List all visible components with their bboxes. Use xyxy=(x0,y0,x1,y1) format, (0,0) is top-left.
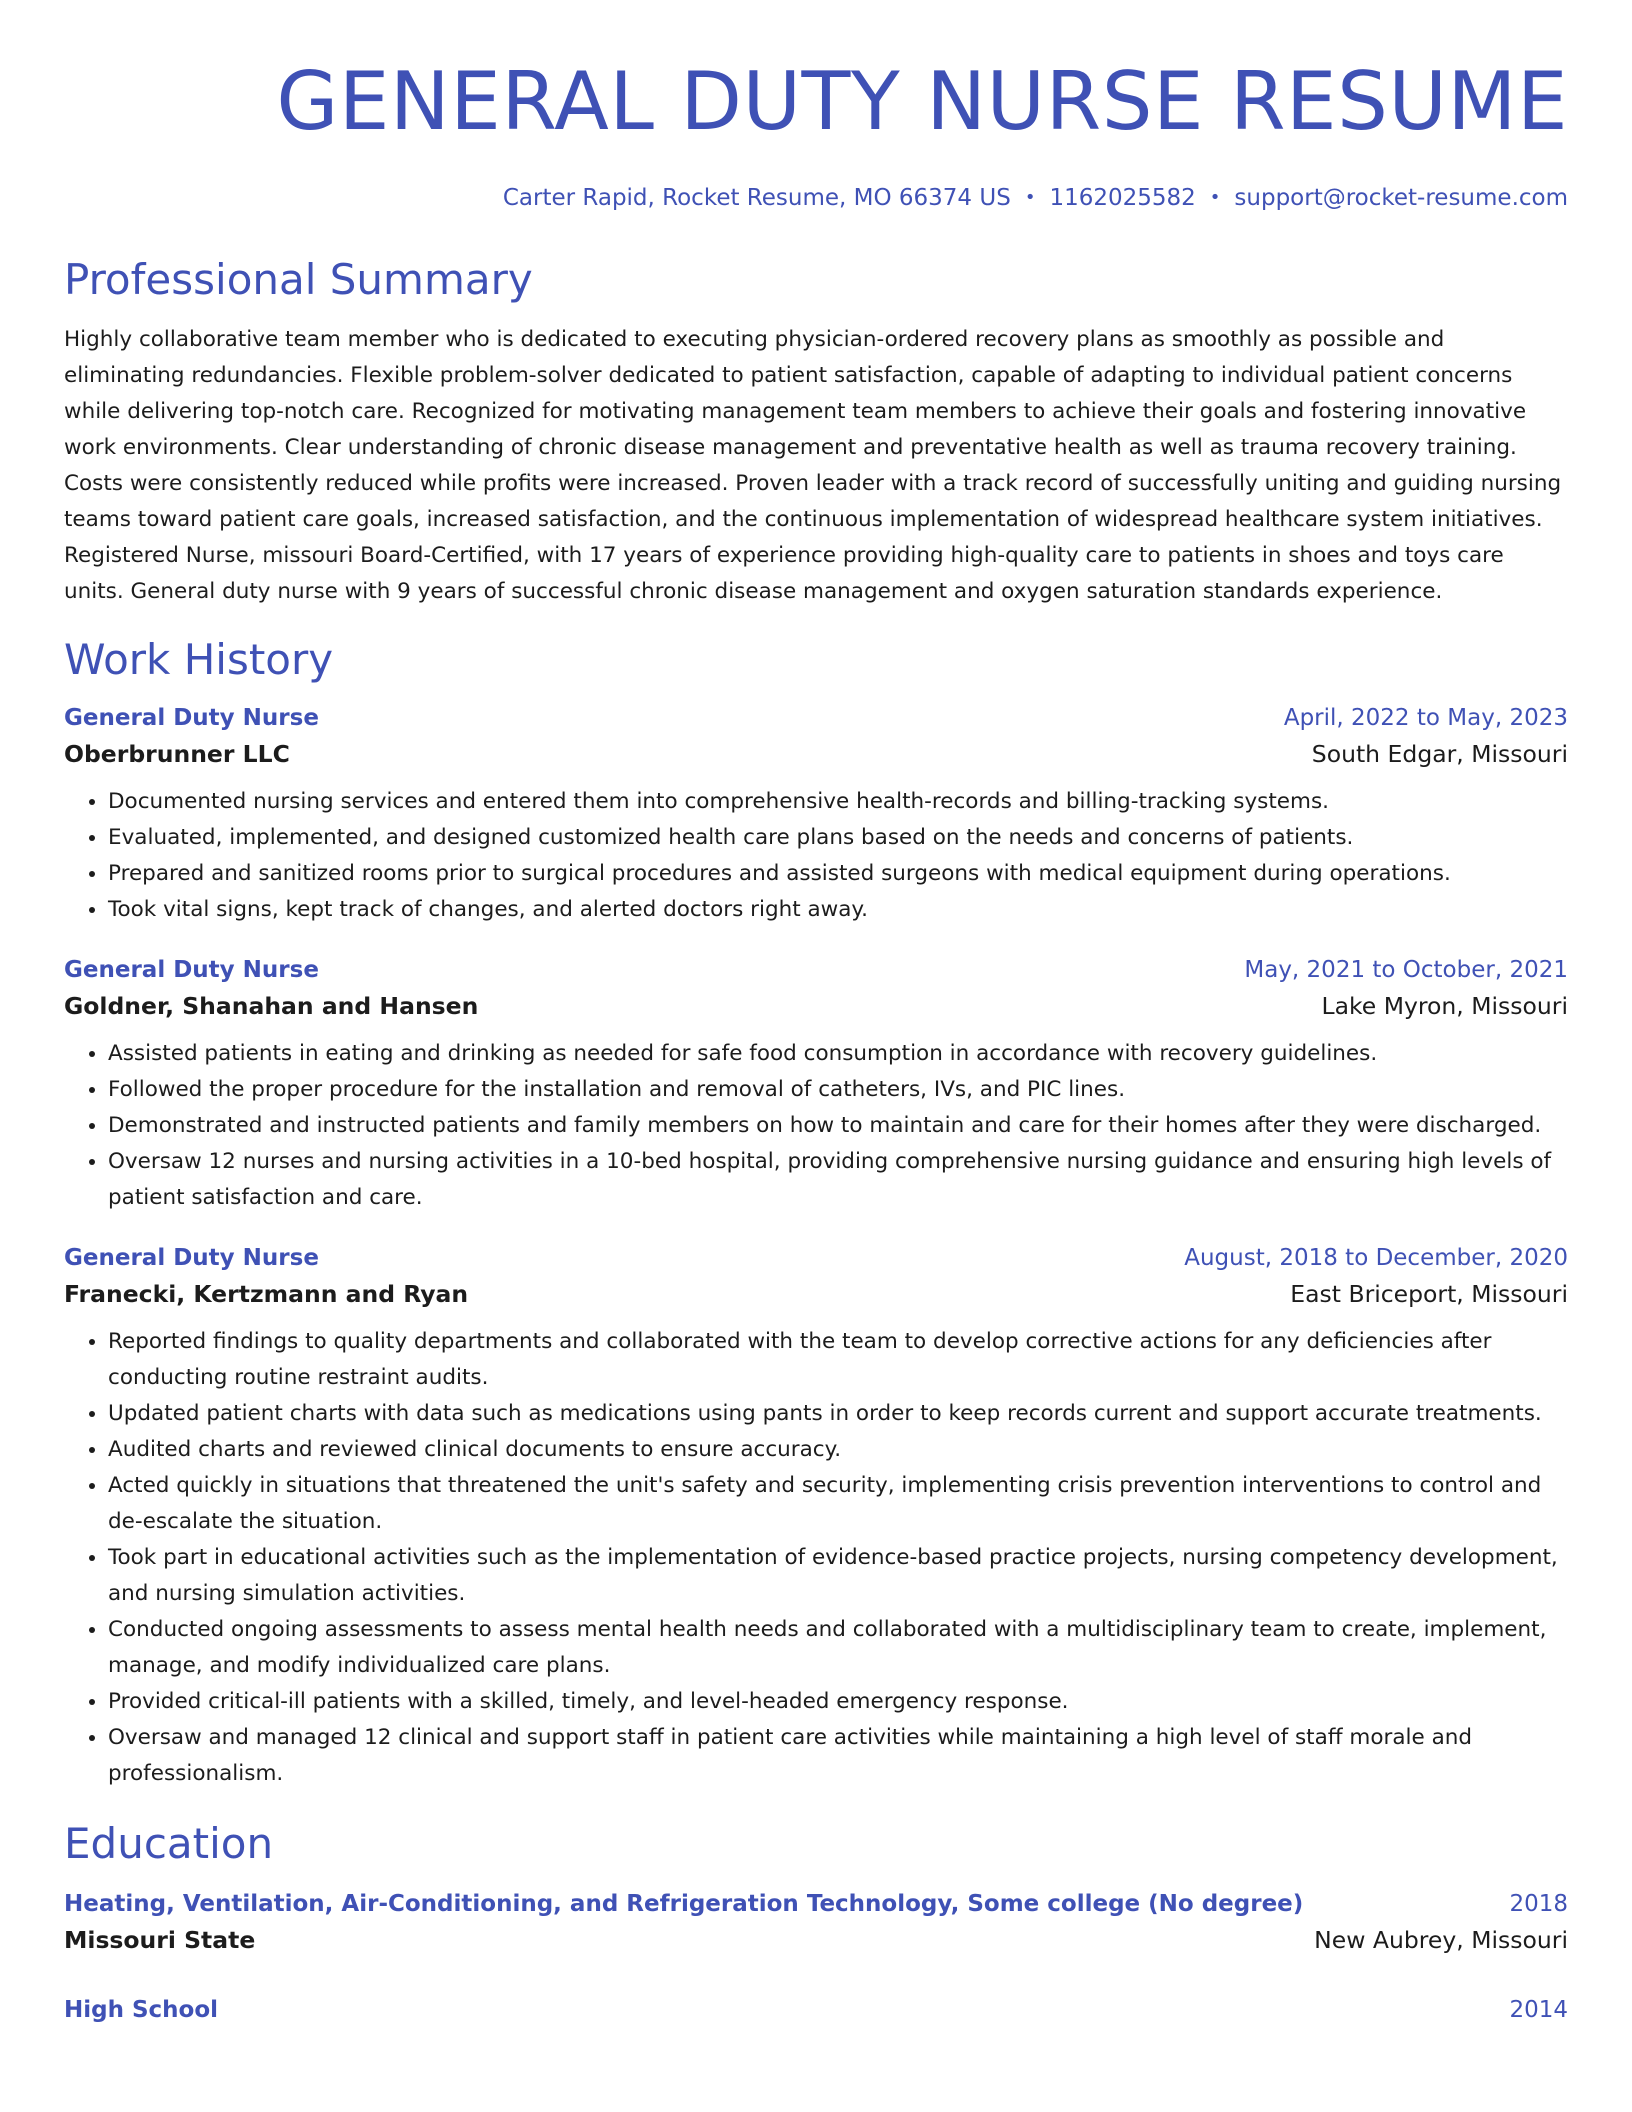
job-bullet: • Acted quickly in situations that threatened the unit's safety and security, implementing crisis prevention interventions to control and de-escalate the situation. xyxy=(108,1468,1568,1540)
resume-title: GENERAL DUTY NURSE RESUME xyxy=(276,55,1568,148)
job-location: South Edgar, Missouri xyxy=(1311,740,1568,768)
job-bullet: • Assisted patients in eating and drinking as needed for safe food consumption in accordance with recovery guidelines. xyxy=(108,1036,1568,1072)
job-dates: May, 2021 to October, 2021 xyxy=(1244,957,1568,983)
job-bullet: • Updated patient charts with data such as medications using pants in order to keep records current and support accurate treatments. xyxy=(108,1396,1568,1432)
job-bullet: • Took vital signs, kept track of changes, and alerted doctors right away. xyxy=(108,892,1568,928)
job-bullet: • Audited charts and reviewed clinical documents to ensure accuracy. xyxy=(108,1432,1568,1468)
summary-heading: Professional Summary xyxy=(64,255,533,304)
job-bullets xyxy=(64,1324,1568,1792)
contact-phone: 1162025582 xyxy=(1049,185,1196,211)
education-degree: High School xyxy=(64,1997,219,2023)
education-location: New Aubrey, Missouri xyxy=(1314,1926,1568,1954)
job-employer: Goldner, Shanahan and Hansen xyxy=(64,992,479,1020)
education-entry xyxy=(64,1888,1568,1960)
work-history-heading: Work History xyxy=(64,635,334,684)
job-employer: Oberbrunner LLC xyxy=(64,740,290,768)
job-bullet: • Conducted ongoing assessments to assess mental health needs and collaborated with a multidisciplinary team to create, implement, manage, and modify individualized care plans. xyxy=(108,1612,1568,1684)
contact-separator: • xyxy=(1209,187,1221,208)
education-school: Missouri State xyxy=(64,1926,256,1954)
job-entry xyxy=(64,1242,1568,1792)
summary-text: Highly collaborative team member who is dedicated to executing physician-ordered recovery plans as smoothly as possible and eliminating redundancies. Flexible problem-solver dedicated to patient satisfaction, capable of adapting to individual patient concerns while delivering top-notch care. Recognized for motivating management team members to achieve their goals and fostering innovative work environments. Clear understanding of chronic disease management and preventative health as well as trauma recovery training. Costs were consistently reduced while profits were increased. Proven leader with a track record of successfully uniting and guiding nursing teams toward patient care goals, increased satisfaction, and the continuous implementation of widespread healthcare system initiatives. Registered Nurse, missouri Board-Certified, with 17 years of experience providing high-quality care to patients in shoes and toys care units. General duty nurse with 9 years of successful chronic disease management and oxygen saturation standards experience. xyxy=(64,327,1562,604)
contact-email: support@rocket-resume.com xyxy=(1234,185,1568,211)
job-bullet: • Reported findings to quality departments and collaborated with the team to develop corrective actions for any deficiencies after conducting routine restraint audits. xyxy=(108,1324,1568,1396)
education-heading: Education xyxy=(64,1819,274,1868)
contact-line xyxy=(64,182,1568,216)
education-degree: Heating, Ventilation, Air-Conditioning, and Refrigeration Technology, Some college (No degree) xyxy=(64,1891,1304,1917)
job-role: General Duty Nurse xyxy=(64,705,319,731)
job-bullet: • Took part in educational activities such as the implementation of evidence-based practice projects, nursing competency development, and nursing simulation activities. xyxy=(108,1540,1568,1612)
education-year: 2014 xyxy=(1509,1997,1568,2023)
job-bullet: • Evaluated, implemented, and designed customized health care plans based on the needs and concerns of patients. xyxy=(108,820,1568,856)
job-bullet: • Prepared and sanitized rooms prior to surgical procedures and assisted surgeons with medical equipment during operations. xyxy=(108,856,1568,892)
job-location: Lake Myron, Missouri xyxy=(1321,992,1568,1020)
job-dates: August, 2018 to December, 2020 xyxy=(1184,1245,1568,1271)
job-bullet: • Demonstrated and instructed patients and family members on how to maintain and care for their homes after they were discharged. xyxy=(108,1108,1568,1144)
job-role: General Duty Nurse xyxy=(64,1245,319,1271)
job-location: East Briceport, Missouri xyxy=(1290,1280,1568,1308)
job-bullet: • Documented nursing services and entered them into comprehensive health-records and billing-tracking systems. xyxy=(108,784,1568,820)
job-bullet: • Oversaw 12 nurses and nursing activities in a 10-bed hospital, providing comprehensive nursing guidance and ensuring high levels of patient satisfaction and care. xyxy=(108,1144,1568,1216)
job-entry xyxy=(64,954,1568,1216)
job-bullets xyxy=(64,1036,1568,1216)
education-entry xyxy=(64,1994,1568,2026)
job-bullets xyxy=(64,784,1568,928)
job-entry xyxy=(64,702,1568,928)
job-role: General Duty Nurse xyxy=(64,957,319,983)
job-dates: April, 2022 to May, 2023 xyxy=(1283,705,1568,731)
contact-address: Carter Rapid, Rocket Resume, MO 66374 US xyxy=(502,185,1011,211)
job-bullet: • Followed the proper procedure for the installation and removal of catheters, IVs, and PIC lines. xyxy=(108,1072,1568,1108)
education-year: 2018 xyxy=(1509,1891,1568,1917)
job-employer: Franecki, Kertzmann and Ryan xyxy=(64,1280,469,1308)
job-bullet: • Provided critical-ill patients with a skilled, timely, and level-headed emergency response. xyxy=(108,1684,1568,1720)
contact-separator: • xyxy=(1024,187,1036,208)
job-bullet: • Oversaw and managed 12 clinical and support staff in patient care activities while maintaining a high level of staff morale and professionalism. xyxy=(108,1720,1568,1792)
